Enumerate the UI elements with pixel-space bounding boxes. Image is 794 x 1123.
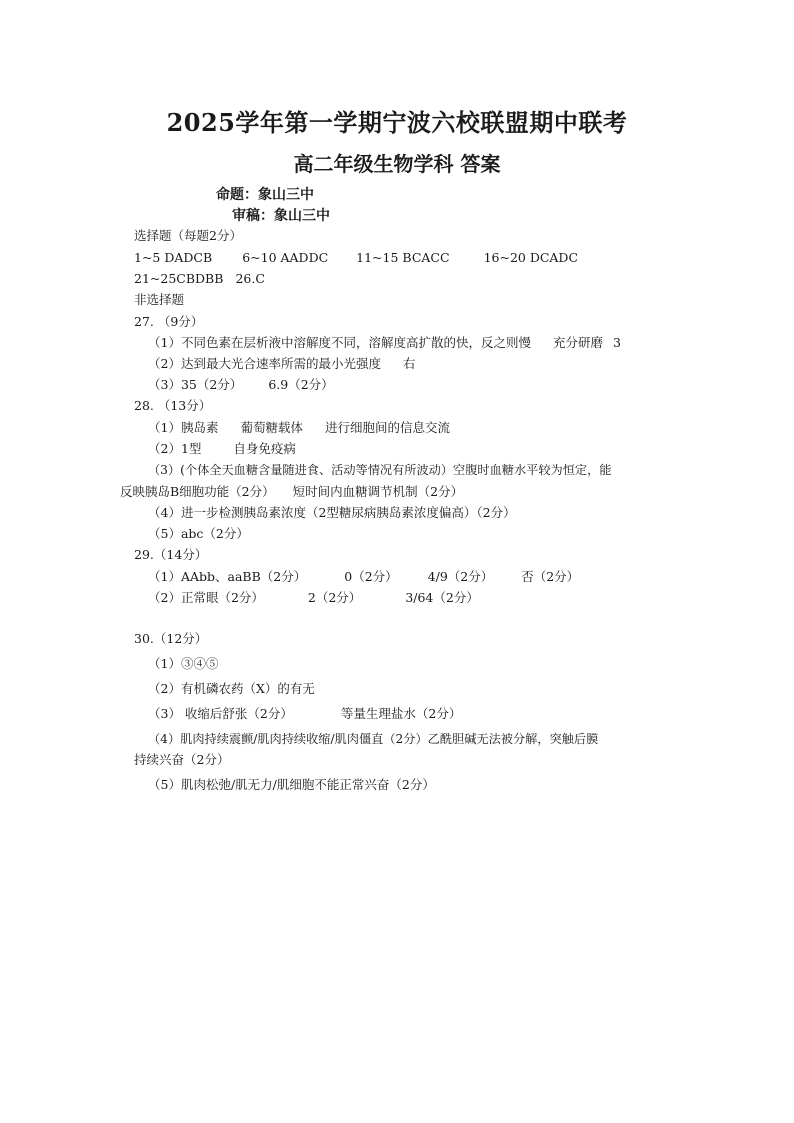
q28-answer-3a: （3）(个体全天血糖含量随进食、活动等情况有所波动）空腹时血糖水平较为恒定，能	[148, 463, 612, 477]
answer-text: 2（2分）	[307, 590, 362, 605]
q27-answer-2	[148, 356, 415, 372]
answer-text: 自身免疫病	[233, 441, 296, 456]
document-subtitle: 高二年级生物学科 答案	[293, 152, 501, 176]
q30-answer-5: （5）肌肉松弛/肌无力/肌细胞不能正常兴奋（2分）	[148, 777, 435, 792]
q30-answer-4b: 持续兴奋（2分）	[134, 752, 230, 767]
answer-text: 4/9（2分）	[427, 569, 494, 584]
answer-text: 右	[402, 356, 416, 371]
answer-text: 3	[612, 335, 621, 350]
answer-text: 0（2分）	[344, 569, 398, 584]
author-line: 命题：象山三中	[216, 187, 314, 203]
answer-text: （1）AAbb、aaBB（2分）	[148, 569, 307, 584]
answer-text: （2）正常眼（2分）	[148, 590, 264, 605]
answer-text: （3）35（2分）	[148, 377, 243, 392]
q28-answer-1	[148, 420, 450, 436]
q28-answer-5: （5）abc（2分）	[148, 526, 249, 541]
q28-answer-3b	[120, 484, 463, 500]
answer-text: 3/64（2分）	[405, 590, 479, 605]
mc-answer-group: 11~15 BCACC	[356, 250, 450, 265]
q30-answer-1: （1）③④⑤	[148, 656, 219, 671]
mc-row-1	[134, 250, 578, 266]
answer-text: （3） 收缩后舒张（2分）	[148, 706, 293, 721]
answer-text: （2）达到最大光合速率所需的最小光强度	[148, 356, 381, 371]
answer-text: （2）1型	[148, 441, 202, 456]
q28-answer-2	[148, 441, 296, 457]
q29-answer-2	[148, 590, 479, 606]
answer-text: 6.9（2分）	[268, 377, 334, 392]
answer-text: 短时间内血糖调节机制（2分）	[292, 484, 464, 499]
mc-answer-group: 6~10 AADDC	[242, 250, 329, 265]
reviewer-line: 审稿：象山三中	[232, 208, 330, 224]
q28-heading: 28. （13分）	[134, 398, 212, 413]
mc-answer-group: 26.C	[235, 271, 265, 286]
q30-answer-4a: （4）肌肉持续震颤/肌肉持续收缩/肌肉僵直（2分）乙酰胆碱无法被分解，突触后膜	[148, 732, 599, 746]
nonmc-heading: 非选择题	[134, 292, 185, 307]
q27-answer-1	[148, 335, 621, 351]
mc-answer-group: 21~25CBDBB	[134, 271, 224, 286]
q27-answer-3	[148, 377, 334, 393]
q28-answer-4: （4）进一步检测胰岛素浓度（2型糖尿病胰岛素浓度偏高）（2分）	[148, 505, 516, 520]
document-title: 2025学年第一学期宁波六校联盟期中联考	[166, 108, 628, 137]
mc-answer-group: 1~5 DADCB	[134, 250, 213, 265]
q29-answer-1	[148, 569, 579, 585]
answer-text: 等量生理盐水（2分）	[340, 706, 462, 721]
mc-heading: 选择题（每题2分）	[134, 228, 242, 243]
answer-text: （1）不同色素在层析液中溶解度不同，溶解度高扩散的快，反之则慢	[148, 335, 531, 350]
q29-heading: 29.（14分）	[134, 547, 208, 562]
answer-text: 充分研磨	[552, 335, 603, 350]
q30-heading: 30.（12分）	[134, 631, 208, 646]
answer-text: 反映胰岛B细胞功能（2分）	[120, 484, 275, 499]
answer-text: 进行细胞间的信息交流	[324, 420, 450, 435]
q30-answer-3	[148, 706, 461, 722]
answer-text: （1）胰岛素	[148, 420, 219, 435]
q30-answer-2: （2）有机磷农药（X）的有无	[148, 681, 315, 696]
answer-text: 葡萄糖载体	[240, 420, 303, 435]
q27-heading: 27. （9分）	[134, 314, 204, 329]
mc-row-2	[134, 271, 265, 287]
mc-answer-group: 16~20 DCADC	[483, 250, 579, 265]
answer-text: 否（2分）	[521, 569, 580, 584]
